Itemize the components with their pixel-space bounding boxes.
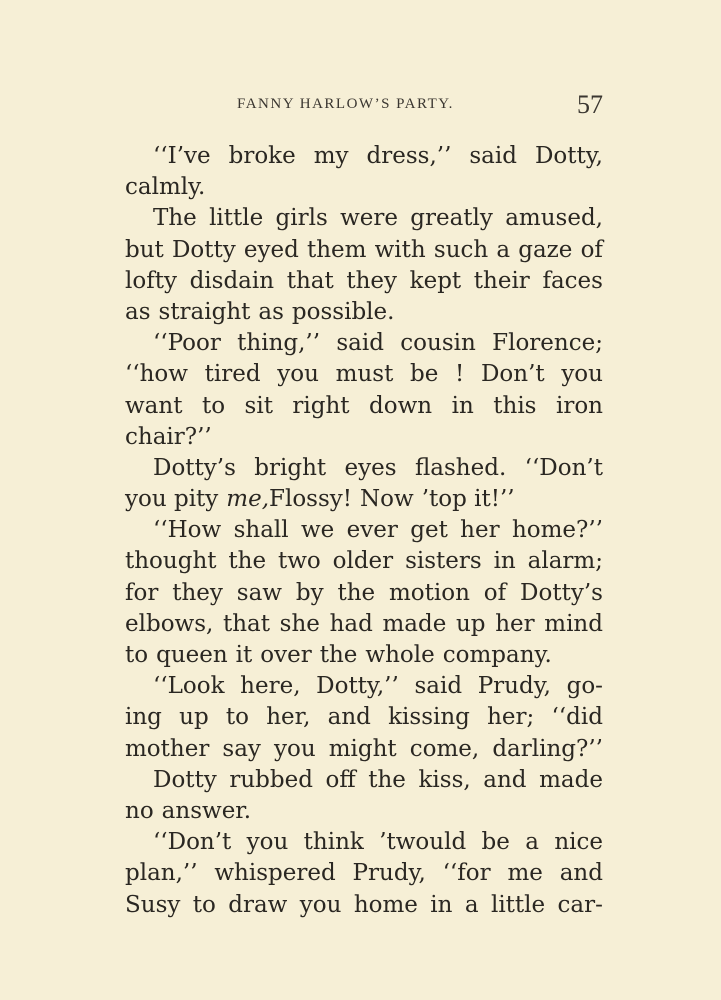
word: no (125, 797, 154, 824)
word: up (179, 704, 209, 731)
word: home (353, 891, 418, 918)
word: ‘‘for (442, 860, 491, 887)
text-line (125, 796, 603, 827)
page-number: 57 (577, 90, 603, 119)
word: flashed. (414, 454, 507, 481)
word: her, (266, 704, 311, 731)
text-line (125, 890, 603, 921)
text-line (125, 203, 603, 234)
word: car- (557, 891, 603, 918)
word: company. (442, 642, 552, 668)
word: my (313, 143, 349, 169)
word: thing,’’ (237, 330, 321, 357)
word: off (325, 766, 356, 793)
word: ‘‘Look (153, 673, 225, 700)
word: saw (236, 579, 282, 606)
word: home?’’ (511, 517, 603, 544)
word: Dotty, (534, 143, 603, 169)
word: eyes (344, 454, 397, 481)
word: a (525, 829, 539, 856)
word: the (228, 548, 267, 575)
word: of (580, 236, 603, 263)
text-line (125, 765, 603, 796)
word: tired (204, 361, 261, 388)
word: as (258, 298, 284, 325)
word: you (299, 891, 342, 918)
running-header (125, 92, 603, 118)
text-line (125, 546, 603, 577)
text-line (125, 702, 603, 733)
word: be (410, 361, 439, 388)
word: down (369, 392, 433, 419)
word: her; (487, 704, 535, 731)
word: as (125, 298, 151, 325)
word: made (539, 766, 603, 793)
text-line (125, 359, 603, 390)
word: come, (409, 735, 480, 762)
text-line (125, 453, 603, 484)
text-line (125, 858, 603, 889)
word: calmly. (125, 174, 206, 201)
word: ‘‘How (153, 517, 222, 544)
text-line (125, 734, 603, 765)
word: Florence; (492, 330, 603, 357)
text-line (125, 235, 603, 266)
word: motion (389, 579, 470, 606)
word: ‘‘I’ve (153, 143, 211, 169)
word: you (274, 735, 316, 762)
text-line (125, 609, 603, 640)
word: the (319, 642, 358, 668)
text-line (125, 515, 603, 546)
word: want (125, 392, 183, 419)
word: it (235, 642, 253, 668)
word: in (493, 548, 516, 575)
word: in (430, 891, 453, 918)
text-line (125, 640, 603, 671)
word: The (153, 205, 197, 232)
word: nice (554, 829, 603, 856)
word: but (125, 236, 164, 263)
word: alarm; (527, 548, 603, 575)
word: gaze (518, 236, 573, 263)
word: kissing (388, 704, 470, 731)
word: plan,’’ (125, 860, 198, 887)
word: had (329, 610, 373, 637)
word: ‘‘Don’t (153, 829, 232, 856)
word: Dotty’s (153, 454, 236, 481)
word: you (277, 361, 319, 388)
word: ! (455, 361, 465, 388)
word: say (222, 735, 261, 762)
text-line (125, 422, 603, 453)
word: think (303, 829, 364, 856)
word: shall (233, 517, 289, 544)
word: right (292, 392, 350, 419)
word: mind (544, 610, 603, 637)
body-text (125, 141, 603, 921)
word: kept (409, 267, 462, 294)
word: disdain (189, 267, 275, 294)
word: their (473, 267, 530, 294)
word: rubbed (229, 766, 313, 793)
word: Dotty’s (520, 579, 603, 606)
word: dress,’’ (366, 143, 452, 169)
word: be (481, 829, 510, 856)
word: Susy (125, 891, 181, 918)
word: this (493, 392, 537, 419)
word: faces (542, 267, 603, 294)
word: ‘‘Don’t (524, 454, 603, 481)
word: and (483, 766, 527, 793)
word: amused, (505, 205, 603, 232)
word: made (382, 610, 447, 637)
word: me (507, 860, 543, 887)
word: elbows, (125, 610, 214, 637)
word: whole (365, 642, 435, 668)
word: ing (125, 704, 162, 731)
word: sit (244, 392, 273, 419)
word: she (279, 610, 320, 637)
word: kiss, (418, 766, 471, 793)
word: that (223, 610, 271, 637)
word: two (277, 548, 321, 575)
text-line (125, 484, 603, 515)
word: Flossy! (269, 486, 353, 513)
word: straight (158, 298, 251, 325)
word: were (340, 205, 398, 232)
word: broke (228, 143, 296, 169)
word: to (225, 704, 249, 731)
word: Now (360, 486, 414, 513)
word: Prudy, (477, 673, 551, 700)
text-line (125, 266, 603, 297)
text-line (125, 827, 603, 858)
word: Don’t (480, 361, 545, 388)
word: said (414, 673, 463, 700)
word: that (286, 267, 334, 294)
text-line (125, 172, 603, 203)
word: by (295, 579, 324, 606)
word: a (496, 236, 511, 263)
text-line (125, 141, 603, 172)
word: ’top it!’’ (421, 486, 515, 513)
word: you (246, 829, 289, 856)
text-line (125, 671, 603, 702)
word: whispered (214, 860, 336, 887)
word: mother (125, 735, 210, 762)
word: them (306, 236, 367, 263)
word: must (335, 361, 394, 388)
word: greatly (410, 205, 493, 232)
word: older (332, 548, 394, 575)
word: cousin (400, 330, 476, 357)
word: and (327, 704, 371, 731)
word: up (455, 610, 486, 637)
word: the (337, 579, 376, 606)
word: Prudy, (352, 860, 426, 887)
word: answer. (161, 797, 252, 824)
text-line (125, 578, 603, 609)
word: a (464, 891, 479, 918)
word: with (374, 236, 426, 263)
word: ‘‘how (125, 361, 188, 388)
word: bright (254, 454, 327, 481)
word: ’twould (379, 829, 467, 856)
word: go- (566, 673, 603, 700)
word: queen (156, 642, 228, 668)
text-line (125, 391, 603, 422)
word: you pity (125, 486, 219, 513)
word: me, (226, 486, 270, 513)
word: darling?’’ (492, 735, 603, 762)
word: her (495, 610, 535, 637)
word: for (125, 579, 159, 606)
word: chair?’’ (125, 423, 212, 450)
word: Dotty,’’ (316, 673, 399, 700)
word: Dotty (171, 236, 236, 263)
word: the (368, 766, 406, 793)
word: sisters (405, 548, 482, 575)
word: eyed (243, 236, 299, 263)
word: draw (228, 891, 288, 918)
word: ‘‘did (551, 704, 603, 731)
word: possible. (291, 298, 395, 325)
word: here, (240, 673, 301, 700)
text-line (125, 297, 603, 328)
word: lofty (125, 267, 177, 294)
word: little (490, 891, 546, 918)
word: might (328, 735, 397, 762)
word: ‘‘Poor (153, 330, 221, 357)
word: iron (555, 392, 603, 419)
word: they (172, 579, 223, 606)
word: to (125, 642, 149, 668)
word: they (346, 267, 398, 294)
word: to (201, 392, 226, 419)
text-line (125, 328, 603, 359)
word: little (209, 205, 264, 232)
word: Dotty (153, 766, 217, 793)
word: we (300, 517, 335, 544)
word: over (260, 642, 312, 668)
word: such (433, 236, 489, 263)
word: said (469, 143, 517, 169)
word: get (410, 517, 448, 544)
word: you (561, 361, 603, 388)
word: to (192, 891, 216, 918)
word: girls (275, 205, 328, 232)
running-title: FANNY HARLOW’S PARTY. (237, 96, 454, 112)
word: her (460, 517, 500, 544)
word: and (559, 860, 603, 887)
word: ever (346, 517, 398, 544)
word: said (336, 330, 384, 357)
word: of (483, 579, 507, 606)
word: in (451, 392, 474, 419)
word: thought (125, 548, 217, 575)
